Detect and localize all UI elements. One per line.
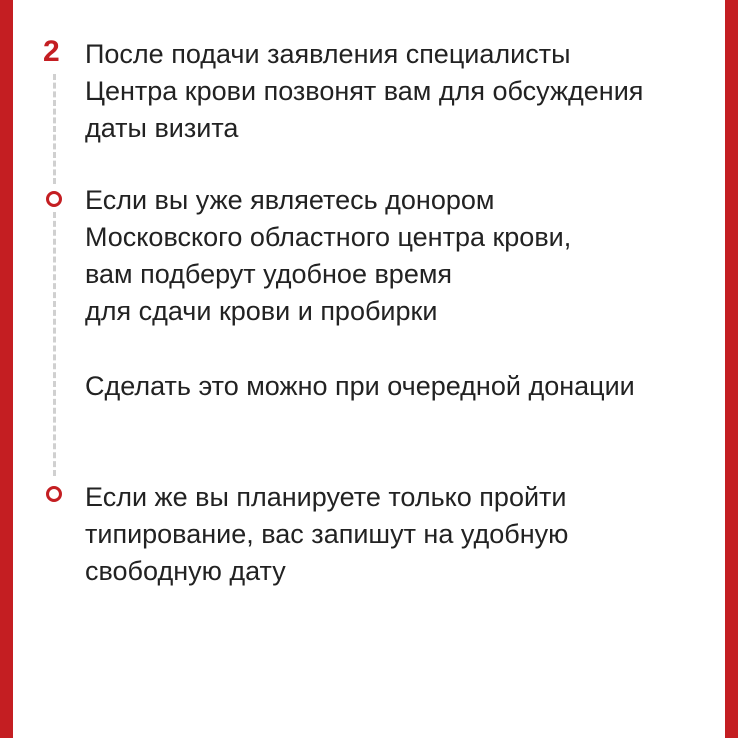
text-line: Центра крови позвонят вам для обсуждения: [85, 76, 644, 106]
step-number: 2: [43, 35, 60, 68]
typing-info: [85, 479, 715, 590]
text-line: свободную дату: [85, 556, 286, 586]
text-line: Московского областного центра крови,: [85, 222, 572, 252]
text-line: После подачи заявления специалисты: [85, 39, 571, 69]
text-line: Если же вы планируете только пройти: [85, 482, 567, 512]
text-line: вам подберут удобное время: [85, 259, 453, 289]
timeline-connector: [53, 74, 56, 184]
donation-note: [85, 368, 715, 405]
text-line: Сделать это можно при очередной донации: [85, 371, 635, 401]
timeline-bullet-icon: [46, 486, 62, 502]
text-line: Если вы уже являетесь донором: [85, 185, 495, 215]
step-description: [85, 36, 715, 147]
existing-donor-info: [85, 182, 715, 330]
info-card: [13, 0, 725, 738]
timeline-bullet-icon: [46, 191, 62, 207]
text-line: для сдачи крови и пробирки: [85, 296, 438, 326]
timeline-connector: [53, 212, 56, 476]
text-line: типирование, вас запишут на удобную: [85, 519, 569, 549]
text-line: даты визита: [85, 113, 239, 143]
